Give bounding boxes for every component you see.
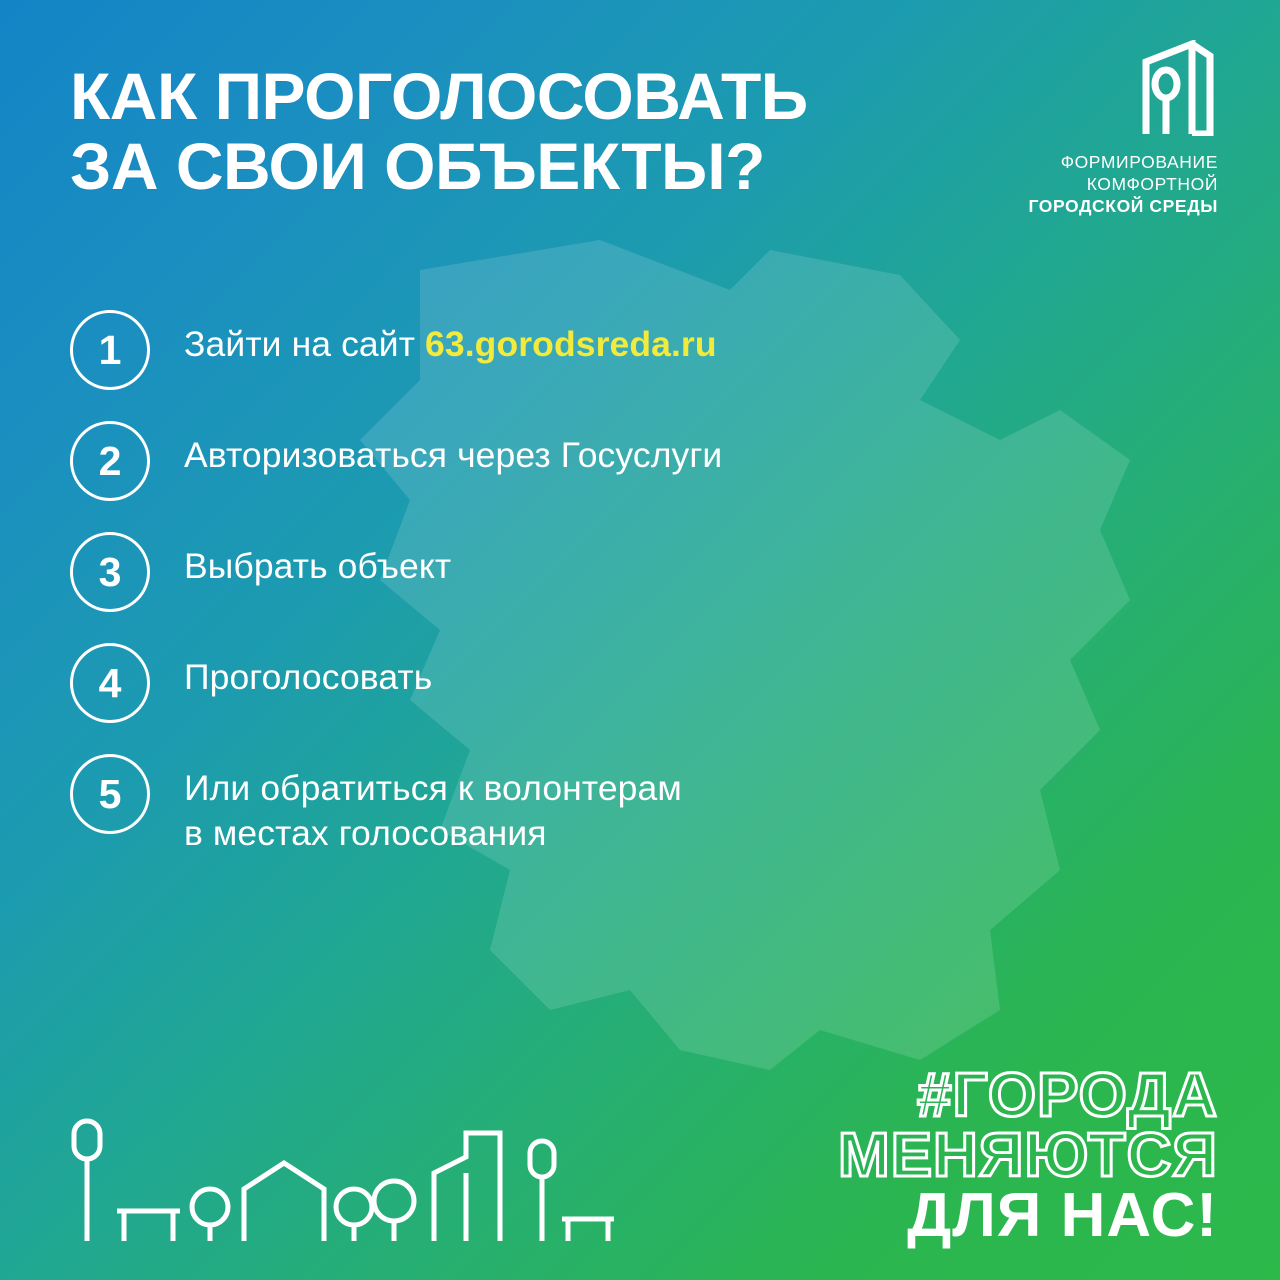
program-logo-text: [988, 151, 1218, 217]
step-text-line-2: в местах голосования: [184, 813, 547, 854]
city-skyline-line-art-icon: [62, 1115, 622, 1250]
step-text-prefix: Авторизоваться через Госуслуги: [184, 435, 723, 475]
steps-list: [70, 310, 1110, 887]
step-number-badge: 2: [70, 421, 150, 501]
logo-text-line-2: КОМФОРТНОЙ: [1086, 174, 1218, 195]
list-item: [70, 643, 1110, 723]
gorodsreda-door-logo-icon: [1132, 40, 1218, 136]
step-text: [184, 643, 432, 700]
step-text-prefix: Выбрать объект: [184, 546, 452, 586]
slogan-line-1: #ГОРОДА: [917, 1060, 1218, 1130]
campaign-slogan: [838, 1060, 1218, 1250]
step-text-prefix: Зайти на сайт: [184, 324, 426, 364]
headline-line-1: КАК ПРОГОЛОСОВАТЬ: [70, 59, 808, 133]
step-number-badge: 4: [70, 643, 150, 723]
page-title: [70, 59, 970, 203]
logo-text-line-1: ФОРМИРОВАНИЕ: [1060, 152, 1218, 172]
step-text: [184, 532, 451, 589]
slogan-line-2: МЕНЯЮТСЯ: [838, 1120, 1218, 1190]
headline-line-2: ЗА СВОИ ОБЪЕКТЫ?: [70, 128, 765, 203]
step-number-badge: 1: [70, 310, 150, 390]
site-url-link[interactable]: 63.gorodsreda.ru: [425, 324, 717, 364]
logo-text-line-3: ГОРОДСКОЙ СРЕДЫ: [1028, 196, 1218, 217]
step-text: [184, 310, 717, 367]
step-text: [184, 754, 682, 856]
list-item: [70, 754, 1110, 856]
step-text-prefix: Проголосовать: [184, 657, 433, 697]
program-logo: [988, 40, 1218, 217]
list-item: [70, 421, 1110, 501]
list-item: [70, 310, 1110, 390]
step-number-badge: 5: [70, 754, 150, 834]
list-item: [70, 532, 1110, 612]
step-number-badge: 3: [70, 532, 150, 612]
step-text: [184, 421, 722, 478]
step-text-prefix: Или обратиться к волонтерам: [184, 768, 682, 808]
slogan-line-3: ДЛЯ НАС!: [907, 1180, 1218, 1250]
